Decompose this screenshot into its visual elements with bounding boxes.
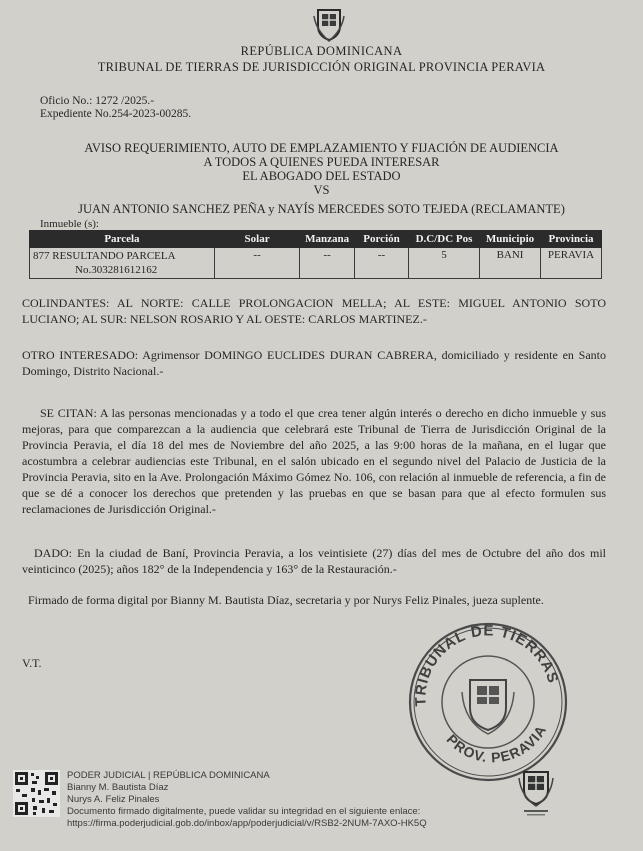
- manzana-cell: --: [300, 248, 355, 279]
- notice-subtitle: A TODOS A QUIENES PUEDA INTERESAR: [203, 155, 440, 169]
- parcela-line-2: No.303281612162: [75, 264, 158, 276]
- court-seal-stamp: [400, 610, 572, 782]
- footer-validation-note: Documento firmado digitalmente, puede validar su integridad en el siguiente enlace:: [67, 806, 421, 817]
- otro-interesado-paragraph: OTRO INTERESADO: Agrimensor DOMINGO EUCLIDES DURAN CABRERA, domiciliado y residente en Santo Domingo, Distrito Nacional.-: [22, 348, 606, 378]
- se-citan-paragraph: SE CITAN: A las personas mencionadas y a todo el que crea tener algún interés o derecho en dicho inmueble y sus mejoras, para que comparezcan a la audiencia que celebrará este Tribunal de Tierra de Jurisdicción Original de la Provincia Peravia, el día 18 del mes de Noviembre del año 2025, a las 9:00 horas de la mañana, en el lugar que acostumbra a celebrar audiencias este Tribunal, en el salón ubicado en el segundo nivel del Palacio de Justicia de la Provincia Peravia, sito en la Ave. Prolongación Máximo Gómez No. 106, con relación al inmueble de referencia, a fin de que se dé a conocer los derechos que pretenden y las pruebas en que se basan para que al efecto formulen sus reclamaciones de Jurisdicción Original.-: [22, 406, 606, 516]
- notice-claimants: JUAN ANTONIO SANCHEZ PEÑA y NAYÍS MERCEDES SOTO TEJEDA (RECLAMANTE): [78, 202, 565, 216]
- header-republic: REPÚBLICA DOMINICANA: [240, 44, 403, 58]
- column-header: Porción: [355, 231, 409, 248]
- table-header-row: [30, 231, 602, 248]
- property-table: [29, 230, 602, 279]
- inmueble-label: Inmueble (s):: [40, 218, 99, 230]
- footer-judicial-power: PODER JUDICIAL | REPÚBLICA DOMINICANA: [67, 770, 270, 781]
- notice-party-state: EL ABOGADO DEL ESTADO: [242, 169, 401, 183]
- notice-title: AVISO REQUERIMIENTO, AUTO DE EMPLAZAMIENTO Y FIJACIÓN DE AUDIENCIA: [84, 141, 559, 155]
- footer-validation-link[interactable]: https://firma.poderjudicial.gob.do/inbox/app/poderjudicial/v/RSB2-2NUM-7AXO-HK5Q: [67, 818, 427, 829]
- footer-signer-2: Nurys A. Feliz Pinales: [67, 794, 160, 805]
- dado-paragraph: DADO: En la ciudad de Baní, Provincia Peravia, a los veintisiete (27) días del mes de Octubre del año dos mil veinticinco (2025); años 182° de la Independencia y 163° de la Restauración.-: [22, 546, 606, 576]
- porcion-cell: --: [355, 248, 409, 279]
- seal-bottom-text: PROV. PERAVIA: [443, 721, 550, 766]
- column-header: Provincia: [541, 231, 602, 248]
- column-header: Parcela: [30, 231, 215, 248]
- solar-cell: --: [214, 248, 299, 279]
- municipio-cell: BANI: [480, 248, 541, 279]
- column-header: D.C/DC Pos: [408, 231, 479, 248]
- firmado-paragraph: Firmado de forma digital por Bianny M. Bautista Díaz, secretaria y por Nurys Feliz Pinales, jueza suplente.: [28, 593, 544, 607]
- vt-initials: V.T.: [22, 656, 42, 670]
- seal-top-text: TRIBUNAL DE TIERRAS: [412, 622, 562, 707]
- parcela-cell: [30, 248, 215, 279]
- expediente-number: Expediente No.254-2023-00285.: [40, 108, 192, 120]
- colindantes-paragraph: COLINDANTES: AL NORTE: CALLE PROLONGACION MELLA; AL ESTE: MIGUEL ANTONIO SOTO LUCIANO; AL SUR: NELSON ROSARIO Y AL OESTE: CARLOS MARTINEZ.-: [22, 296, 606, 326]
- table-row: [30, 248, 602, 279]
- column-header: Solar: [214, 231, 299, 248]
- footer-signer-1: Bianny M. Bautista Díaz: [67, 782, 169, 793]
- oficio-number: Oficio No.: 1272 /2025.-: [40, 95, 155, 107]
- judicial-logo-icon: [516, 766, 556, 818]
- column-header: Manzana: [300, 231, 355, 248]
- qr-code-icon: [13, 770, 60, 817]
- dc-cell: 5: [408, 248, 479, 279]
- header-tribunal: TRIBUNAL DE TIERRAS DE JURISDICCIÓN ORIGINAL PROVINCIA PERAVIA: [97, 60, 546, 74]
- column-header: Municipio: [480, 231, 541, 248]
- parcela-line-1: 877 RESULTANDO PARCELA: [33, 250, 176, 262]
- provincia-cell: PERAVIA: [541, 248, 602, 279]
- coat-of-arms-icon: [312, 6, 346, 42]
- notice-versus: VS: [313, 183, 330, 197]
